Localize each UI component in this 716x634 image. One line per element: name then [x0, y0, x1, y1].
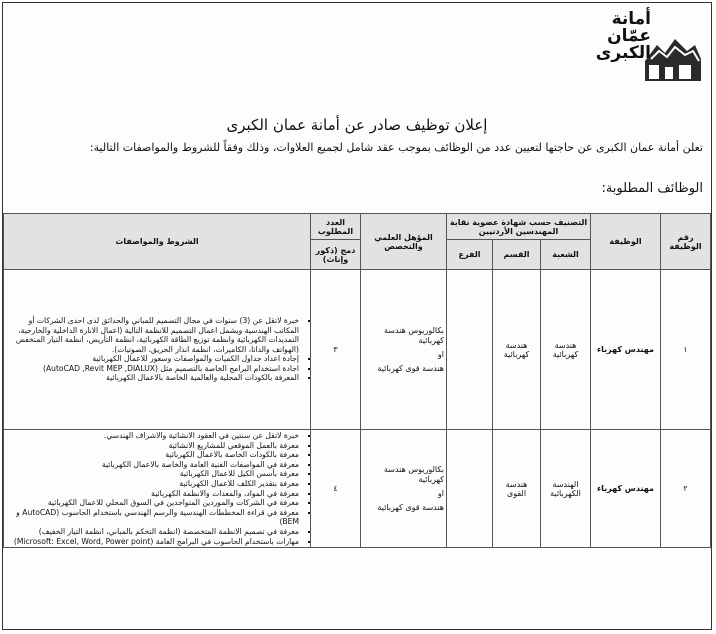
- branch-cell: [447, 430, 493, 548]
- qualification-alt: هندسة قوى كهربائية: [377, 502, 444, 512]
- header-job-no: رقم الوظيفة: [661, 214, 711, 270]
- header-branch: الفرع: [447, 240, 493, 270]
- logo-wordmark: أمانة عمّان الكبرى: [595, 9, 651, 63]
- job-no-cell: ١: [661, 270, 711, 430]
- division-cell: هندسة كهربائية: [541, 270, 591, 430]
- header-count-sub: دمج (ذكور وإناث): [311, 240, 361, 270]
- header-classification: التصنيف حسب شهادة عضوية نقابة المهندسين الأردنيين: [447, 214, 591, 240]
- list-item: ▪ المعرفة بالكودات المحلية والعالمية الخاصة بالاعمال الكهربائية: [6, 373, 299, 383]
- header-qualification: المؤهل العلمي والتخصص: [361, 214, 447, 270]
- qualification-alt: هندسة قوى كهربائية: [377, 363, 444, 373]
- jobs-table: [3, 213, 711, 548]
- qualification-primary: بكالوريوس هندسة كهربائية: [383, 325, 444, 345]
- header-job: الوظيفة: [591, 214, 661, 270]
- announcement-page: [2, 2, 712, 630]
- job-title-cell: مهندس كهرباء: [591, 270, 661, 430]
- conditions-cell: [4, 430, 311, 548]
- header-division: الشعبة: [541, 240, 591, 270]
- list-item: ▪ معرفة في الشركات والموردين المتواجدين في السوق المحلي للاعمال الكهربائية: [6, 498, 299, 508]
- qualification-primary: بكالوريوس هندسة كهربائية: [383, 464, 444, 484]
- header-section: القسم: [493, 240, 541, 270]
- list-item: ▪ معرفة بأسس الكيل للاعمال الكهربائية: [6, 469, 299, 479]
- job-title-cell: مهندس كهرباء: [591, 430, 661, 548]
- count-cell: ٤: [311, 430, 361, 548]
- list-item: ▪ إجادة اعداد جداول الكميات والمواصفات وسعور للاعمال الكهربائية: [6, 354, 299, 364]
- list-item: ▪ خبرة لاتقل عن (3) سنوات في مجال التصميم للمباني والحدائق لدى احدى الشركات أو المكاتب الهندسية ويشمل اعمال التصميم للانظمة التالية (اعمال الانارة الداخلية والخارجية، التمديدات الكهربائية وانظمة توزيع الطاقة الكهربائية، انظمة التأريض، انظمة التيار المنخفض (الهواتف والداتا، الكاميرات، انظمة انذار الحريق، الصوتيات).: [6, 316, 299, 354]
- list-item: ▪ معرفة بتقدير الكلف للاعمال الكهربائية: [6, 479, 299, 489]
- list-item: ▪ اجادة استخدام البرامج الخاصة بالتصميم مثل (AutoCAD ,Revit MEP ,DIALUX): [6, 364, 299, 374]
- count-cell: ٣: [311, 270, 361, 430]
- qualification-cell: [361, 430, 447, 548]
- job-no-cell: ٢: [661, 430, 711, 548]
- list-item: ▪ خبرة لاتقل عن سنتين في العقود الانشائية والاشراف الهندسي.: [6, 431, 299, 441]
- list-item: ▪ معرفة بالكودات الخاصة بالاعمال الكهربائية: [6, 450, 299, 460]
- conditions-cell: [4, 270, 311, 430]
- section-cell: هندسة كهربائية: [493, 270, 541, 430]
- section-cell: هندسة القوى: [493, 430, 541, 548]
- list-item: ▪ مهارات باستخدام الحاسوب في البرامج العامة (Microsoft: Excel, Word, Power point): [6, 537, 299, 547]
- list-item: ▪ معرفة في المواصفات الفنية العامة والخاصة بالاعمال الكهربائية: [6, 460, 299, 470]
- page-title: إعلان توظيف صادر عن أمانة عمان الكبرى: [226, 116, 488, 134]
- table-row: [4, 270, 711, 430]
- qualification-or: او: [437, 488, 444, 498]
- branch-cell: [447, 270, 493, 430]
- header-conditions: الشروط والمواصفات: [4, 214, 311, 270]
- list-item: ▪ معرفة في المواد، والمعدات والانظمة الكهربائية: [6, 489, 299, 499]
- division-cell: الهندسة الكهربائية: [541, 430, 591, 548]
- list-item: ▪ معرفة بالعمل الموقعي للمشاريع الانشائية: [6, 441, 299, 451]
- header-count: العدد المطلوب: [311, 214, 361, 240]
- intro-paragraph: تعلن أمانة عمان الكبرى عن حاجتها لتعيين عدد من الوظائف بموجب عقد شامل لجميع العلاوات، وذلك وفقاً للشروط والمواصفات التالية:: [89, 141, 703, 154]
- qualification-or: او: [437, 349, 444, 359]
- required-jobs-heading: الوظائف المطلوبة:: [601, 181, 703, 196]
- qualification-cell: [361, 270, 447, 430]
- list-item: ▪ معرفة في تصميم الانظمة المتخصصة (انظمة التحكم بالمباني، انظمة التيار الخفيف): [6, 527, 299, 537]
- table-row: [4, 430, 711, 548]
- list-item: ▪ معرفة في قراءة المخططات الهندسية والرسم الهندسي باستخدام الحاسوب (AutoCAD و BEM): [6, 508, 299, 527]
